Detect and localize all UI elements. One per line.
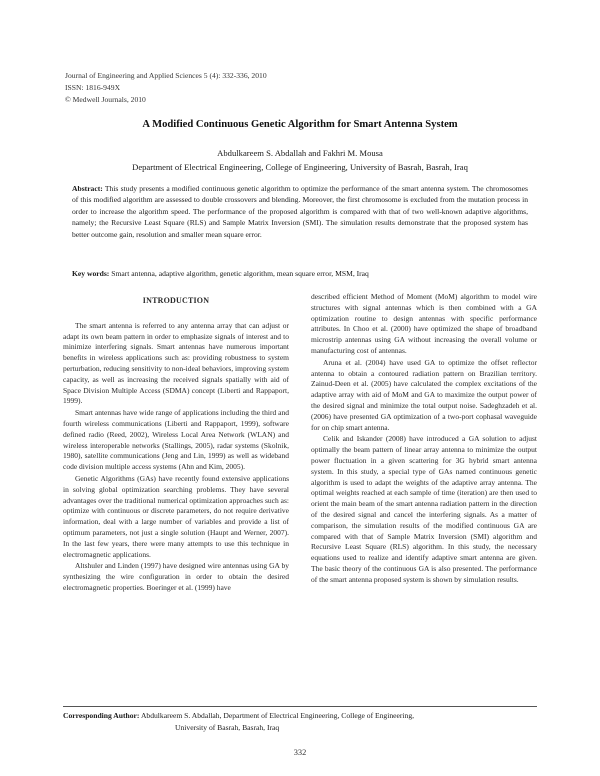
paper-title: A Modified Continuous Genetic Algorithm for Smart Antenna System: [142, 119, 458, 130]
keywords-text: Smart antenna, adaptive algorithm, genetic algorithm, mean square error, MSM, Iraq: [111, 269, 369, 278]
paper-authors: Abdulkareem S. Abdallah and Fakhri M. Mousa: [217, 148, 383, 158]
right-column: [311, 292, 537, 587]
keywords-label: Key words:: [72, 269, 110, 278]
paper-affiliation: Department of Electrical Engineering, College of Engineering, University of Basrah, Basrah, Iraq: [132, 162, 468, 172]
journal-issn: ISSN: 1816-949X: [65, 83, 121, 92]
journal-citation: Journal of Engineering and Applied Sciences 5 (4): 332-336, 2010: [65, 71, 267, 80]
paragraph: Celik and Iskander (2008) have introduced a GA solution to adjust optimally the beam pattern of linear array antenna to minimize the output power fluctuation in a given scattering for 3G hybrid smart antenna system. In this study, a special type of GAs named continuous genetic algorithm is used to adapt the weights of the adaptive array antenna. The optimal weights reached at each sample of time (iteration) are then used to orient the main beam of the smart antenna radiation pattern in the direction of the desired signal and cancel the interfering signals. As a matter of comparison, the simulation results of the modified continuous GA are compared with that of Sample Matrix Inversion (SMI) algorithm and Recursive Least Square (RLS) algorithm. In this study, the necessary equations used to realize and identify adaptive smart antenna are given. The basic theory of the continuous GA is also presented. The performance of the smart antenna proposed system is shown by simulation results.: [311, 434, 537, 584]
abstract-text: This study presents a modified continuous genetic algorithm to optimize the performance of the smart antenna system. The chromosomes of this modified algorithm are assessed to double crossovers and blending. Moreover, the first chromosome is excluded from the mutation process in order to increase the algorithm speed. The performance of the proposed algorithm is compared with that of two well-known adaptive algorithms, namely; the Recursive Least Square (RLS) and Sample Matrix Inversion (SMI). The simulation results demonstrate that the proposed system has better outcome gain, resolution and smaller mean square error.: [72, 184, 529, 239]
paragraph: Aruna et al. (2004) have used GA to optimize the offset reflector antenna to obtain a contoured radiation pattern on Brazilian territory. Zainud-Deen et al. (2005) have calculated the complex excitations of the adaptive array with aid of MoM and GA to maximize the output power of the desired signal and minimize the total output noise. Sadeghzadeh et al. (2006) have presented GA optimization of a two-port cophasal waveguide for on chip smart antenna.: [311, 357, 537, 432]
paragraph: Smart antennas have wide range of applications including the third and fourth wireless communications (Liberti and Rappaport, 1999), software defined radio (Reed, 2002), Wireless Local Area Network (WLAN) and wireless interoperable networks (Stallings, 2005), radar systems (Skolnik, 1980), satellite communications (Jeng and Lin, 1999) as well as wideband code division multiple access systems (Ahn and Kim, 2005).: [63, 408, 289, 472]
abstract-label: Abstract:: [72, 184, 103, 193]
corresponding-author: [63, 710, 537, 733]
footnote-divider: [63, 706, 537, 707]
keywords: [72, 268, 528, 279]
corresponding-author-line2: University of Basrah, Basrah, Iraq: [175, 722, 280, 732]
paragraph: Genetic Algorithms (GAs) have recently found extensive applications in solving global optimization searching problems. They have several advantages over the traditional numerical optimization approaches such as: optimize with continuous or discrete parameters, do not require derivative information, deal with a large number of variables and provide a list of optimum parameters, not just a single solution (Haupt and Werner, 2007). In the last few years, there were many attempts to use this technique in electromagnetic applications.: [63, 473, 289, 559]
page-number: 332: [293, 748, 307, 757]
abstract: [72, 183, 528, 240]
journal-copyright: © Medwell Journals, 2010: [65, 95, 146, 104]
corresponding-author-label: Corresponding Author:: [63, 711, 140, 720]
corresponding-author-line1: Abdulkareem S. Abdallah, Department of Electrical Engineering, College of Engineering,: [140, 711, 415, 720]
left-column: [63, 292, 289, 595]
paragraph: The smart antenna is referred to any antenna array that can adjust or adapt its own beam pattern in order to emphasize signals of interest and to minimize interfering signals. Smart antennas have numerous important benefits in wireless applications such as: providing robustness to system perturbation, reducing sensitivity to non-ideal behaviors, improving system capacity, as well as increasing the received signals spatially with aid of Space Division Multiple Access (SDMA) concept (Liberti and Rappaport, 1999).: [63, 320, 289, 406]
paragraph: Altshuler and Linden (1997) have designed wire antennas using GA by synthesizing the wire configuration in order to obtain the desired electromagnetic properties. Boeringer et al. (1999) have: [63, 561, 289, 592]
journal-header: [65, 70, 267, 106]
section-heading-introduction: INTRODUCTION: [142, 296, 210, 305]
paragraph: described efficient Method of Moment (MoM) algorithm to model wire structures with signal antennas which is then combined with a GA optimization routine to design antennas with specific performance attributes. In Choo et al. (2000) have optimized the shape of broadband microstrip antennas using GA without increasing the overall volume or manufacturing cost of antennas.: [311, 292, 537, 355]
